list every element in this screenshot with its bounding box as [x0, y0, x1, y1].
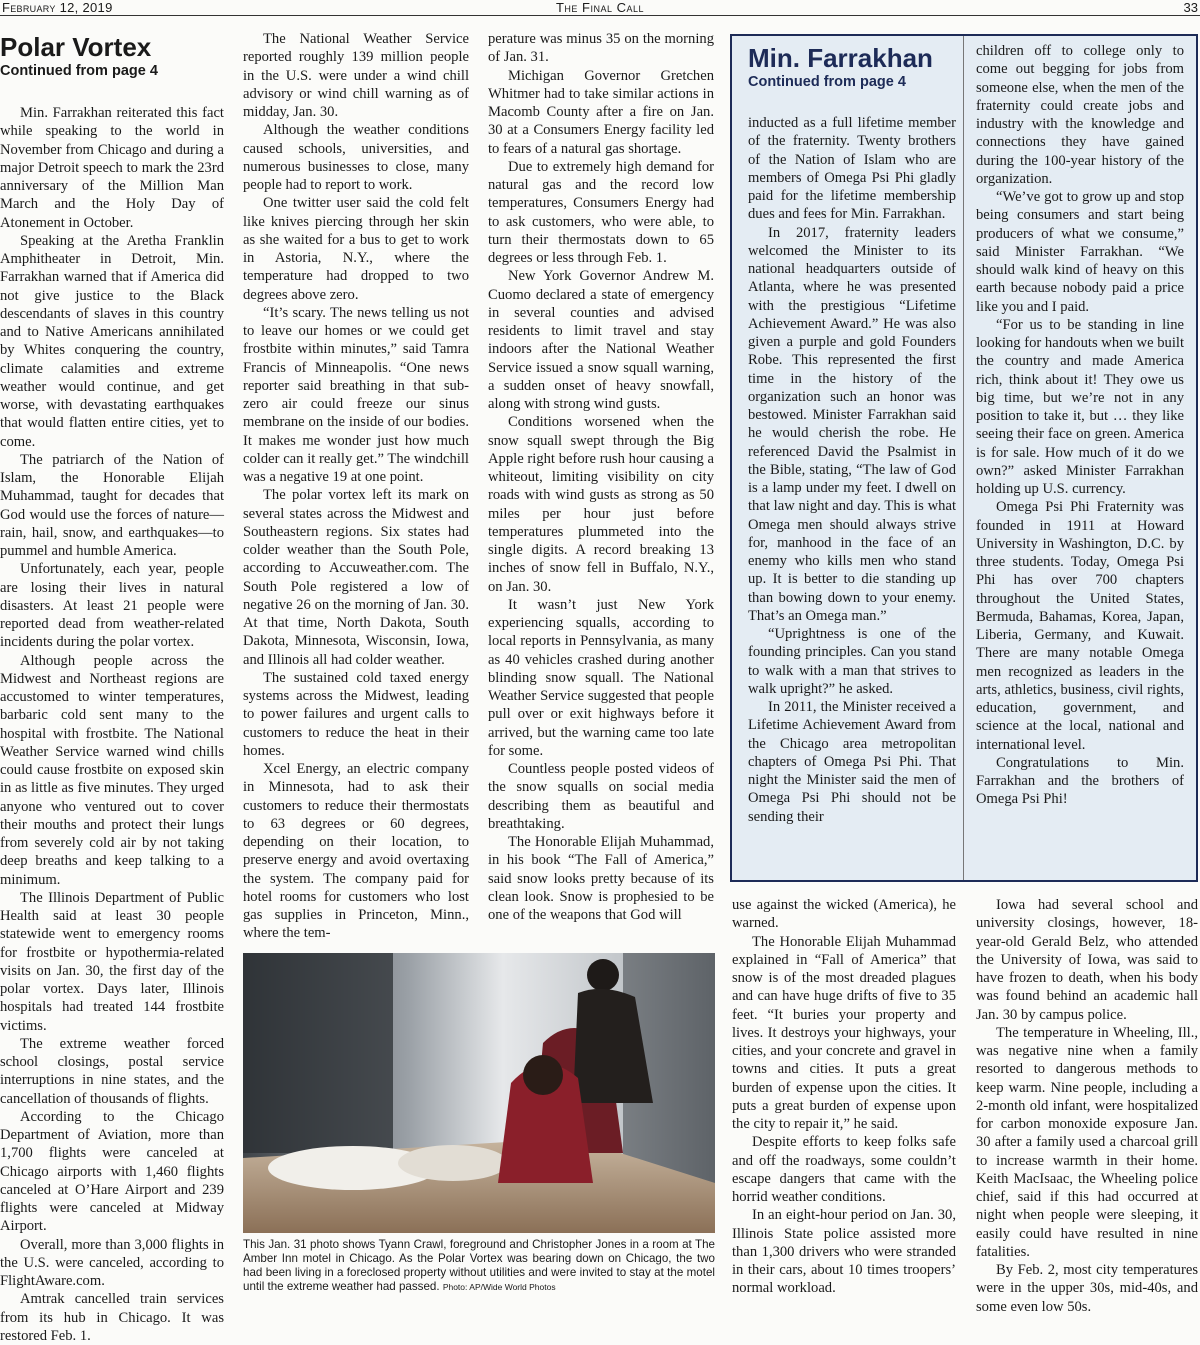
paragraph: use against the wicked (America), he warned. — [732, 897, 956, 932]
paragraph: Michigan Governor Gretchen Whitmer had to take similar actions in Macomb County after a fire on Jan. 30 at a Consumers Energy facility led to fears of a natural gas shortage. — [488, 67, 714, 157]
paragraph: The temperature in Wheeling, Ill., was negative nine when a family resorted to dangerous methods to keep warm. Nine people, including a 2-month old infant, were hospitalized for carbon monoxide exposure Jan. 30 after a family used a charcoal grill to increase warmth in their home. Keith MacIsaac, the Wheeling police chief, said if this had occurred at night when people were sleeping, it easily could have resulted in nine fatalities. — [976, 1024, 1198, 1260]
sidebar-continued-line: Continued from page 4 — [748, 74, 906, 90]
paragraph: Conditions worsened when the snow squall swept through the Big Apple right before rush hour causing a whiteout, limiting visibility on city roads with wind gusts as strong as 50 miles per hour just before temperatures plummeted into the single digits. A record breaking 13 inches of snow fell in Buffalo, N.Y., on Jan. 30. — [488, 414, 714, 595]
paragraph: Although the weather conditions caused schools, universities, and numerous businesses to close, many people had to report to work. — [243, 122, 469, 193]
paragraph: The Honorable Elijah Muhammad explained in “Fall of America” that snow is of the most dreaded plagues and can have huge drifts of five to 35 feet. “It buries your property and lives. It destroys your highways, your cities, and your concrete and gravel in towns and cities. It puts a great burden of expense upon the cities. It puts a great burden of expense upon the city to repair it,” he said. — [732, 933, 956, 1132]
paragraph: The polar vortex left its mark on several states across the Midwest and Southeastern regions. Six states had colder weather than the South Pole, according to Accuweather.com. The South Pole registered a low of negative 26 on the morning of Jan. 30. At that time, North Dakota, South Dakota, Minnesota, Wisconsin, Iowa, and Illinois all had colder weather. — [243, 487, 469, 668]
publication-name: The Final Call — [555, 0, 645, 15]
paragraph: In 2011, the Minister received a Lifetime Achievement Award from the Chicago area metropolitan chapters of Omega Psi Phi. That night the Minister said the men of Omega Psi Phi should not be sending their — [748, 699, 956, 825]
issue-date: February 12, 2019 — [2, 0, 113, 15]
paragraph: Xcel Energy, an electric company in Minnesota, had to ask their customers to reduce their thermostats to 63 degrees or 60 degrees, depending on their location, to preserve energy and avoid overtaxing the system. The company paid for hotel rooms for customers who lost gas supplies in Princeton, Minn., where the tem- — [243, 761, 469, 942]
paragraph: The National Weather Service reported roughly 139 million people in the U.S. were under a wind chill advisory or wind chill warning as of midday, Jan. 30. — [243, 31, 469, 120]
article-column-2 — [243, 30, 469, 942]
photo-caption — [243, 1238, 715, 1294]
paragraph: It wasn’t just New York experiencing squalls, according to local reports in Pennsylvania, as many as 40 vehicles crashed during another blinding snow squall. The National Weather Service suggested that people pull over or exit highways before it arrived, but the warning came too late for some. — [488, 596, 714, 759]
paragraph: According to the Chicago Department of Aviation, more than 1,700 flights were canceled at Chicago airports with 1,460 flights canceled at O’Hare Airport and 239 flights were canceled at Midway Airport. — [0, 1108, 224, 1235]
paragraph: “It’s scary. The news telling us not to leave our homes or we could get frostbite within minutes,” said Tamra Francis of Minneapolis. “One news reporter said breathing in that sub-zero air could freeze our sinus membrane on the inside of our bodies. It makes me wonder just how much colder can it really get.” The windchill was a negative 19 at one point. — [243, 304, 469, 485]
article-headline: Polar Vortex — [0, 32, 152, 62]
caption-text: This Jan. 31 photo shows Tyann Crawl, foreground and Christopher Jones in a room at The Amber Inn motel in Chicago. As the Polar Vortex was bearing down on Chicago, the two had been living in a foreclosed property without utilities and were invited to stay at the motel until the extreme weather had passed. — [243, 1238, 715, 1293]
paragraph: The patriarch of the Nation of Islam, the Honorable Elijah Muhammad, taught for decades that God would use the forces of nature—rain, hail, snow, and earthquakes—to pummel and humble America. — [0, 451, 224, 559]
article-column-4 — [732, 896, 956, 1296]
sidebar-headline: Min. Farrakhan — [748, 43, 933, 73]
paragraph: Due to extremely high demand for natural gas and the record low temperatures, Consumers Energy had to ask customers, who were able, to turn their thermostats down to 65 degrees or less through Feb. 1. — [488, 158, 714, 266]
paragraph: “For us to be standing in line looking for handouts when we built the country and made America rich, think about it! They owe us big time, but we’re not in any position to take it, but … they like seeing their face on green. America is for sale. How much of it do we own?” asked Minister Farrakhan holding up U.S. currency. — [976, 316, 1184, 497]
photo-credit: Photo: AP/Wide World Photos — [442, 1282, 556, 1292]
paragraph: Countless people posted videos of the snow squalls on social media describing them as beautiful and breathtaking. — [488, 761, 714, 832]
photo-motel-room — [243, 953, 715, 1233]
sidebar-column-2 — [976, 42, 1184, 880]
paragraph: The Illinois Department of Public Health said at least 30 people statewide went to emergency rooms for frostbite or hypothermia-related visits on Jan. 30, the first day of the polar vortex. Days later, Illinois hospitals had treated 144 frostbite victims. — [0, 889, 224, 1034]
column-divider — [963, 36, 964, 880]
paragraph: Iowa had several school and university closings, however, 18-year-old Gerald Belz, who attended the University of Iowa, was said to have frozen to death, when his body was found behind an academic hall Jan. 30 by campus police. — [976, 897, 1198, 1023]
paragraph: Despite efforts to keep folks safe and off the roadways, some couldn’t escape dangers that came with the horrid weather conditions. — [732, 1134, 956, 1205]
paragraph: Although people across the Midwest and Northeast regions are accustomed to winter temperatures, barbaric cold sent many to the hospital with frostbite. The National Weather Service warned wind chills could cause frostbite on exposed skin in as little as five minutes. They urged anyone who ventured out to cover their mouths and protect their lungs from severely cold air by not taking deep breaths and keep talking to a minimum. — [0, 652, 224, 888]
paragraph: Min. Farrakhan reiterated this fact while speaking to the world in November from Chicago and during a major Detroit speech to mark the 23rd anniversary of the Million Man March and the Holy Day of Atonement in October. — [0, 105, 224, 231]
sidebar-box-farrakhan — [730, 34, 1198, 882]
paragraph: Speaking at the Aretha Franklin Amphitheater in Detroit, Min. Farrakhan warned that if America did not give justice to the Black descendants of slaves in this country and to Native Americans annihilated by Whites conquering the country, climate calamities and extreme weather would continue, and get worse, with devastating earthquakes that would flatten entire cities, yet to come. — [0, 232, 224, 450]
paragraph: By Feb. 2, most city temperatures were in the upper 30s, mid-40s, and some even low 50s. — [976, 1262, 1198, 1315]
paragraph: children off to college only to come out begging for jobs from someone else, when the men of the fraternity could create jobs and industry with the knowledge and connections they have gained during the 100-year history of the organization. — [976, 43, 1184, 187]
article-continued-line: Continued from page 4 — [0, 63, 158, 79]
page-number: 33 — [1183, 0, 1198, 15]
paragraph: inducted as a full lifetime member of the fraternity. Twenty brothers of the Nation of Islam who are members of Omega Psi Phi gladly paid for the lifetime membership dues and fees for Min. Farrakhan. — [748, 115, 956, 223]
paragraph: One twitter user said the cold felt like knives piercing through her skin as she waited for a bus to get to work in Astoria, N.Y., where the temperature had dropped to two degrees above zero. — [243, 195, 469, 303]
paragraph: Congratulations to Min. Farrakhan and the brothers of Omega Psi Phi! — [976, 754, 1184, 808]
paragraph: New York Governor Andrew M. Cuomo declared a state of emergency in several counties and advised residents to limit travel and stay indoors after the National Weather Service issued a snow squall warning, a sudden onset of heavy snowfall, along with strong wind gusts. — [488, 268, 714, 412]
paragraph: “We’ve got to grow up and stop being consumers and start being producers of what we consume,” said Minister Farrakhan. “We should walk kind of heavy on this earth because nobody paid a price like you and I paid. — [976, 189, 1184, 315]
paragraph: The sustained cold taxed energy systems across the Midwest, leading to power failures and urgent calls to customers to reduce the heat in their homes. — [243, 669, 469, 759]
paragraph: The Honorable Elijah Muhammad, in his book “The Fall of America,” said snow looks pretty because of its clean look. Snow is prophesied to be one of the weapons that God will — [488, 834, 714, 923]
news-photo — [243, 953, 715, 1233]
paragraph: In 2017, fraternity leaders welcomed the Minister to its national headquarters outside of Atlanta, where he was presented with the prestigious “Lifetime Achievement Award.” He was also given a purple and gold Founders Robe. This represented the first time in the history of the organization such an honor was bestowed. Minister Farrakhan said he would cherish the robe. He referenced David the Psalmist in the Bible, stating, “The law of God is a lamp under my feet. I dwell on that law night and day. This is what Omega men should always strive for, manhood in the face of an enemy who kills men who stand up. It is better to die standing up than bowing down to your enemy. That’s an Omega man.” — [748, 224, 956, 624]
paragraph: perature was minus 35 on the morning of Jan. 31. — [488, 31, 714, 66]
article-column-5 — [976, 896, 1198, 1315]
paragraph: Omega Psi Phi Fraternity was founded in 1911 at Howard University in Washington, D.C. by three students. Today, Omega Psi Phi has over 700 chapters throughout the United States, Bermuda, Bahamas, Korea, Japan, Liberia, Germany, and Kuwait. There are many notable Omega men recognized as leaders in the arts, athletics, business, civil rights, education, government, and science at the local, national and international level. — [976, 499, 1184, 753]
paragraph: The extreme weather forced school closings, postal service interruptions in nine states, and the cancellation of thousands of flights. — [0, 1035, 224, 1107]
page-header — [0, 0, 1200, 16]
article-column-3 — [488, 30, 714, 942]
paragraph: In an eight-hour period on Jan. 30, Illinois State police assisted more than 1,300 drivers who were stranded in their cars, about 10 times troopers’ normal workload. — [732, 1207, 956, 1297]
article-column-1 — [0, 104, 224, 1344]
paragraph: Amtrak cancelled train services from its hub in Chicago. It was restored Feb. 1. — [0, 1291, 224, 1344]
sidebar-column-1 — [748, 114, 956, 880]
paragraph: Unfortunately, each year, people are losing their lives in natural disasters. At least 21 people were reported dead from weather-related incidents during the polar vortex. — [0, 561, 224, 651]
paragraph: Overall, more than 3,000 flights in the U.S. were canceled, according to FlightAware.com. — [0, 1236, 224, 1289]
paragraph: “Uprightness is one of the founding principles. Can you stand to walk with a man that strives to walk upright?” he asked. — [748, 626, 956, 697]
